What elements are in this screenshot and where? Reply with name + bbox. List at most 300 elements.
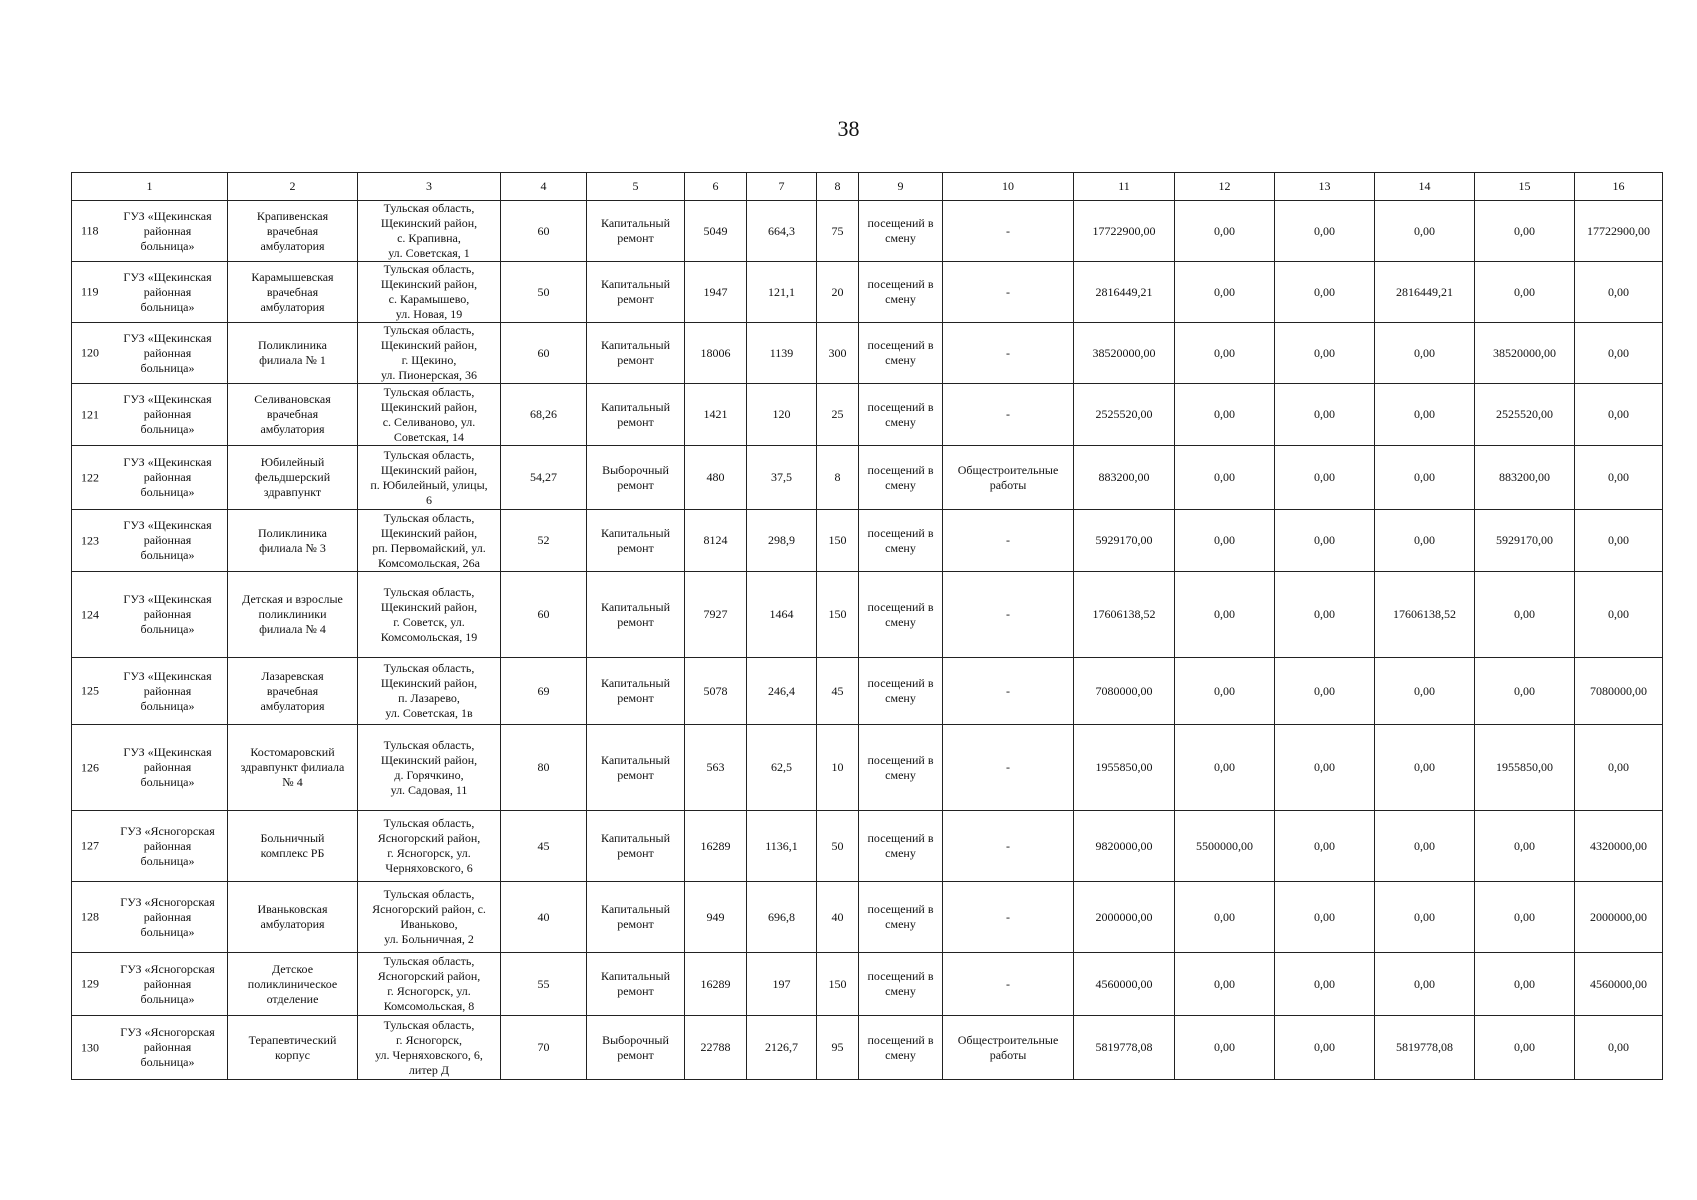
cell-unit-text: посещений в смену xyxy=(867,1032,934,1062)
cell-col4 xyxy=(501,811,587,882)
cell-col13-text: 0,00 xyxy=(1314,1040,1335,1054)
cell-col13 xyxy=(1275,201,1375,262)
cell-col12-text: 0,00 xyxy=(1214,345,1235,360)
cell-col15 xyxy=(1475,262,1575,323)
cell-work-type xyxy=(587,384,685,446)
cell-col16-text: 0,00 xyxy=(1608,1040,1629,1054)
table-row xyxy=(72,323,1663,384)
cell-col8-text: 8 xyxy=(834,470,841,484)
table-row xyxy=(72,446,1663,510)
cell-work-type-text: Капитальный ремонт xyxy=(600,969,671,998)
cell-col10 xyxy=(943,1016,1074,1080)
cell-unit xyxy=(859,201,943,262)
cell-col11-text: 4560000,00 xyxy=(1095,976,1153,991)
cell-col4-text: 40 xyxy=(537,909,550,924)
column-header: 10 xyxy=(943,173,1074,201)
organization-name: ГУЗ «Ясногорская районная больница» xyxy=(120,823,215,868)
cell-number-organization xyxy=(72,201,228,262)
cell-col7 xyxy=(747,446,817,510)
cell-col16 xyxy=(1575,572,1663,658)
cell-col10-text: Общестроительные работы xyxy=(957,462,1059,492)
cell-col7-text: 1136,1 xyxy=(765,838,798,853)
cell-col8-text: 20 xyxy=(831,284,844,299)
row-number: 125 xyxy=(81,683,99,698)
cell-col7-text: 664,3 xyxy=(768,223,795,238)
column-header: 13 xyxy=(1275,173,1375,201)
cell-col14-text: 0,00 xyxy=(1414,223,1435,238)
cell-col10 xyxy=(943,323,1074,384)
cell-col8-text: 150 xyxy=(828,976,847,991)
cell-col4 xyxy=(501,384,587,446)
row-number: 127 xyxy=(81,838,99,853)
cell-col14-text: 0,00 xyxy=(1414,533,1435,547)
cell-col10 xyxy=(943,262,1074,323)
cell-col6-text: 1947 xyxy=(703,284,728,299)
table-row xyxy=(72,510,1663,572)
cell-col4-text: 45 xyxy=(537,838,550,853)
cell-col13-text: 0,00 xyxy=(1314,223,1335,238)
cell-col4-text: 60 xyxy=(537,223,550,238)
table-row xyxy=(72,201,1663,262)
cell-col4 xyxy=(501,725,587,811)
cell-col13 xyxy=(1275,323,1375,384)
cell-object-name-text: Детская и взрослые поликлиники филиала № 4 xyxy=(242,592,343,636)
cell-col11 xyxy=(1074,1016,1175,1080)
cell-col7-text: 197 xyxy=(772,976,791,991)
cell-col14 xyxy=(1375,201,1475,262)
cell-col7-text: 246,4 xyxy=(768,683,795,698)
cell-col12-text: 0,00 xyxy=(1214,284,1235,299)
cell-col4 xyxy=(501,953,587,1016)
cell-col14 xyxy=(1375,262,1475,323)
cell-col6 xyxy=(685,262,747,323)
cell-unit-text: посещений в смену xyxy=(867,399,934,429)
cell-col4-text: 60 xyxy=(537,607,550,621)
cell-col12-text: 0,00 xyxy=(1214,1040,1235,1054)
cell-col7 xyxy=(747,201,817,262)
cell-col11 xyxy=(1074,510,1175,572)
cell-col16 xyxy=(1575,201,1663,262)
cell-col11-text: 5819778,08 xyxy=(1095,1040,1153,1054)
cell-col12 xyxy=(1175,510,1275,572)
cell-col13-text: 0,00 xyxy=(1314,976,1335,991)
cell-col6-text: 22788 xyxy=(700,1040,731,1054)
cell-col12 xyxy=(1175,811,1275,882)
cell-col11-text: 5929170,00 xyxy=(1095,533,1153,547)
row-number: 120 xyxy=(81,345,99,360)
cell-col12 xyxy=(1175,882,1275,953)
cell-address-text: Тульская область, г. Ясногорск, ул. Черняховского, 6, литер Д xyxy=(375,1017,483,1077)
cell-unit-text: посещений в смену xyxy=(867,462,934,492)
cell-object-name-text: Терапевтический корпус xyxy=(248,1032,337,1062)
cell-col7 xyxy=(747,811,817,882)
cell-unit xyxy=(859,510,943,572)
cell-col15-text: 0,00 xyxy=(1514,223,1535,238)
cell-col13-text: 0,00 xyxy=(1314,838,1335,853)
cell-col10 xyxy=(943,446,1074,510)
cell-unit xyxy=(859,384,943,446)
cell-col12 xyxy=(1175,572,1275,658)
cell-address xyxy=(358,658,501,725)
cell-col14-text: 0,00 xyxy=(1414,470,1435,484)
cell-object-name xyxy=(228,725,358,811)
cell-col15-text: 2525520,00 xyxy=(1496,407,1553,421)
cell-col4-text: 80 xyxy=(537,760,550,774)
cell-col16 xyxy=(1575,953,1663,1016)
cell-address-text: Тульская область, Щекинский район, рп. Первомайский, ул. Комсомольская, 26а xyxy=(372,510,486,570)
cell-col8 xyxy=(817,446,859,510)
cell-col8-text: 45 xyxy=(831,683,844,698)
cell-col15 xyxy=(1475,658,1575,725)
cell-col16-text: 4560000,00 xyxy=(1590,976,1647,991)
cell-col16 xyxy=(1575,323,1663,384)
cell-col12 xyxy=(1175,446,1275,510)
cell-col16-text: 0,00 xyxy=(1608,760,1629,774)
row-number: 128 xyxy=(81,909,99,924)
cell-col6-text: 949 xyxy=(706,909,725,924)
cell-col10-text: - xyxy=(1006,909,1010,924)
cell-col13 xyxy=(1275,572,1375,658)
cell-col6 xyxy=(685,572,747,658)
cell-col10 xyxy=(943,811,1074,882)
cell-col16 xyxy=(1575,510,1663,572)
table-row xyxy=(72,572,1663,658)
cell-col16 xyxy=(1575,725,1663,811)
table-row xyxy=(72,953,1663,1016)
cell-address xyxy=(358,882,501,953)
cell-col14-text: 2816449,21 xyxy=(1396,284,1453,299)
cell-col10-text: - xyxy=(1006,838,1010,853)
cell-col15 xyxy=(1475,201,1575,262)
cell-col6-text: 5078 xyxy=(703,683,728,698)
cell-col16 xyxy=(1575,658,1663,725)
cell-col12-text: 0,00 xyxy=(1214,760,1235,774)
row-number: 122 xyxy=(81,470,99,484)
cell-col7-text: 121,1 xyxy=(768,284,795,299)
cell-col16 xyxy=(1575,1016,1663,1080)
cell-col15 xyxy=(1475,510,1575,572)
cell-col8 xyxy=(817,725,859,811)
cell-number-organization xyxy=(72,572,228,658)
cell-col8-text: 150 xyxy=(828,533,847,547)
cell-col4-text: 52 xyxy=(537,533,550,547)
cell-address xyxy=(358,811,501,882)
cell-object-name-text: Юбилейный фельдшерский здравпункт xyxy=(254,455,331,499)
cell-col12 xyxy=(1175,262,1275,323)
cell-col11-text: 9820000,00 xyxy=(1095,838,1153,853)
cell-col14-text: 17606138,52 xyxy=(1393,607,1456,621)
cell-number-organization xyxy=(72,725,228,811)
cell-col6 xyxy=(685,1016,747,1080)
cell-col10-text: - xyxy=(1006,284,1010,299)
cell-col4-text: 68,26 xyxy=(530,407,557,421)
cell-object-name xyxy=(228,811,358,882)
cell-col10-text: - xyxy=(1006,345,1010,360)
cell-unit-text: посещений в смену xyxy=(867,902,934,931)
cell-col4 xyxy=(501,658,587,725)
cell-object-name-text: Костомаровский здравпункт филиала № 4 xyxy=(240,745,345,789)
cell-col13 xyxy=(1275,882,1375,953)
column-header: 1 xyxy=(72,173,228,201)
cell-address xyxy=(358,572,501,658)
cell-col12-text: 0,00 xyxy=(1214,533,1235,547)
cell-col16-text: 2000000,00 xyxy=(1590,909,1647,924)
cell-col6 xyxy=(685,953,747,1016)
cell-col4-text: 54,27 xyxy=(530,470,557,484)
cell-address-text: Тульская область, Щекинский район, с. Селиваново, ул. Советская, 14 xyxy=(380,384,478,444)
cell-col8-text: 25 xyxy=(831,407,844,421)
cell-col12-text: 0,00 xyxy=(1214,976,1235,991)
cell-address-text: Тульская область, Щекинский район, д. Горячкино, ул. Садовая, 11 xyxy=(380,737,478,797)
cell-col11-text: 2525520,00 xyxy=(1095,407,1153,421)
cell-unit xyxy=(859,1016,943,1080)
cell-col15-text: 0,00 xyxy=(1514,838,1535,853)
cell-col6-text: 16289 xyxy=(700,838,731,853)
cell-col14 xyxy=(1375,658,1475,725)
organization-name: ГУЗ «Ясногорская районная больница» xyxy=(120,1025,215,1069)
cell-col10-text: - xyxy=(1006,976,1010,991)
cell-address-text: Тульская область, Щекинский район, п. Юбилейный, улицы, 6 xyxy=(370,447,488,507)
cell-unit-text: посещений в смену xyxy=(867,676,934,705)
column-header: 15 xyxy=(1475,173,1575,201)
cell-object-name xyxy=(228,323,358,384)
row-number: 121 xyxy=(81,407,99,421)
cell-col8-text: 300 xyxy=(828,345,847,360)
cell-col11-text: 7080000,00 xyxy=(1095,683,1153,698)
cell-col10 xyxy=(943,953,1074,1016)
cell-address xyxy=(358,510,501,572)
cell-unit xyxy=(859,725,943,811)
cell-col8 xyxy=(817,882,859,953)
cell-work-type xyxy=(587,323,685,384)
cell-col7 xyxy=(747,953,817,1016)
cell-work-type xyxy=(587,953,685,1016)
table-row xyxy=(72,811,1663,882)
cell-work-type-text: Капитальный ремонт xyxy=(600,399,671,429)
cell-col10 xyxy=(943,384,1074,446)
cell-col7-text: 37,5 xyxy=(771,470,792,484)
cell-col8 xyxy=(817,953,859,1016)
cell-address xyxy=(358,323,501,384)
cell-col4-text: 70 xyxy=(537,1040,550,1054)
table-body xyxy=(72,201,1663,1080)
cell-col10 xyxy=(943,882,1074,953)
cell-col15-text: 0,00 xyxy=(1514,284,1535,299)
cell-col16-text: 17722900,00 xyxy=(1587,223,1650,238)
cell-col12-text: 0,00 xyxy=(1214,407,1235,421)
cell-col14 xyxy=(1375,725,1475,811)
cell-col14-text: 0,00 xyxy=(1414,976,1435,991)
cell-col15 xyxy=(1475,953,1575,1016)
cell-work-type-text: Выборочный ремонт xyxy=(602,462,669,492)
cell-col6-text: 18006 xyxy=(700,345,731,360)
cell-col14 xyxy=(1375,323,1475,384)
cell-col14 xyxy=(1375,446,1475,510)
cell-col7-text: 696,8 xyxy=(768,909,795,924)
cell-col6 xyxy=(685,323,747,384)
cell-col14 xyxy=(1375,572,1475,658)
cell-col6 xyxy=(685,658,747,725)
cell-col4 xyxy=(501,323,587,384)
cell-work-type-text: Капитальный ремонт xyxy=(600,902,671,931)
cell-col6-text: 5049 xyxy=(703,223,728,238)
cell-col15 xyxy=(1475,811,1575,882)
cell-address-text: Тульская область, Щекинский район, г. Советск, ул. Комсомольская, 19 xyxy=(380,584,478,644)
column-header: 5 xyxy=(587,173,685,201)
cell-col12-text: 0,00 xyxy=(1214,470,1235,484)
cell-object-name xyxy=(228,384,358,446)
cell-number-organization xyxy=(72,384,228,446)
cell-col11 xyxy=(1074,323,1175,384)
column-header: 4 xyxy=(501,173,587,201)
cell-col14 xyxy=(1375,510,1475,572)
cell-col11 xyxy=(1074,658,1175,725)
cell-col15 xyxy=(1475,1016,1575,1080)
cell-col11 xyxy=(1074,953,1175,1016)
row-number: 129 xyxy=(81,976,99,991)
cell-object-name xyxy=(228,658,358,725)
cell-col11 xyxy=(1074,882,1175,953)
cell-work-type-text: Капитальный ремонт xyxy=(600,525,671,555)
cell-address xyxy=(358,1016,501,1080)
organization-name: ГУЗ «Ясногорская районная больница» xyxy=(120,961,215,1006)
cell-col10-text: - xyxy=(1006,683,1010,698)
cell-col8 xyxy=(817,572,859,658)
cell-col7-text: 1464 xyxy=(769,607,794,621)
cell-col13-text: 0,00 xyxy=(1314,284,1335,299)
column-header: 2 xyxy=(228,173,358,201)
cell-col6-text: 8124 xyxy=(703,533,728,547)
cell-col15-text: 0,00 xyxy=(1514,683,1535,698)
cell-work-type xyxy=(587,811,685,882)
cell-col6 xyxy=(685,510,747,572)
cell-col6 xyxy=(685,882,747,953)
cell-address xyxy=(358,201,501,262)
cell-work-type xyxy=(587,510,685,572)
organization-name: ГУЗ «Щекинская районная больница» xyxy=(123,745,212,789)
cell-work-type-text: Выборочный ремонт xyxy=(602,1032,669,1062)
cell-object-name-text: Поликлиника филиала № 3 xyxy=(258,525,327,555)
cell-object-name xyxy=(228,953,358,1016)
organization-name: ГУЗ «Щекинская районная больница» xyxy=(123,208,212,253)
cell-col4 xyxy=(501,201,587,262)
cell-unit-text: посещений в смену xyxy=(867,525,934,555)
cell-col15 xyxy=(1475,882,1575,953)
cell-col8-text: 10 xyxy=(831,760,844,774)
cell-col6-text: 16289 xyxy=(700,976,731,991)
cell-work-type xyxy=(587,572,685,658)
cell-col7-text: 2126,7 xyxy=(765,1040,798,1054)
table-row xyxy=(72,262,1663,323)
cell-work-type xyxy=(587,262,685,323)
cell-address-text: Тульская область, Ясногорский район, г. Ясногорск, ул. Черняховского, 6 xyxy=(377,816,481,875)
column-header: 14 xyxy=(1375,173,1475,201)
cell-object-name-text: Больничный комплекс РБ xyxy=(260,831,325,860)
cell-col11 xyxy=(1074,384,1175,446)
cell-address-text: Тульская область, Щекинский район, п. Лазарево, ул. Советская, 1в xyxy=(380,661,478,720)
cell-col10-text: - xyxy=(1006,223,1010,238)
cell-col16-text: 0,00 xyxy=(1608,345,1629,360)
cell-col6 xyxy=(685,811,747,882)
cell-col15-text: 883200,00 xyxy=(1499,470,1550,484)
cell-col11 xyxy=(1074,262,1175,323)
table-row xyxy=(72,384,1663,446)
cell-number-organization xyxy=(72,953,228,1016)
cell-col14 xyxy=(1375,953,1475,1016)
cell-col15 xyxy=(1475,725,1575,811)
cell-col10 xyxy=(943,725,1074,811)
cell-col15 xyxy=(1475,323,1575,384)
cell-col12 xyxy=(1175,725,1275,811)
organization-name: ГУЗ «Щекинская районная больница» xyxy=(123,392,212,436)
cell-col13 xyxy=(1275,953,1375,1016)
cell-col11 xyxy=(1074,725,1175,811)
cell-col6 xyxy=(685,725,747,811)
cell-unit xyxy=(859,953,943,1016)
cell-col11 xyxy=(1074,572,1175,658)
cell-unit xyxy=(859,446,943,510)
cell-col12 xyxy=(1175,1016,1275,1080)
cell-col11-text: 1955850,00 xyxy=(1095,760,1153,774)
cell-col6 xyxy=(685,384,747,446)
cell-col4-text: 60 xyxy=(537,345,550,360)
cell-col7-text: 298,9 xyxy=(768,533,795,547)
cell-col12 xyxy=(1175,953,1275,1016)
cell-col13 xyxy=(1275,262,1375,323)
cell-col11-text: 17606138,52 xyxy=(1092,607,1156,621)
organization-name: ГУЗ «Щекинская районная больница» xyxy=(123,592,212,636)
cell-unit-text: посещений в смену xyxy=(867,216,934,245)
row-number: 118 xyxy=(81,223,99,238)
cell-work-type-text: Капитальный ремонт xyxy=(600,676,671,705)
cell-work-type-text: Капитальный ремонт xyxy=(600,599,671,629)
cell-col14-text: 0,00 xyxy=(1414,683,1435,698)
cell-col16 xyxy=(1575,262,1663,323)
row-number: 119 xyxy=(81,284,99,299)
cell-work-type xyxy=(587,446,685,510)
column-header: 9 xyxy=(859,173,943,201)
cell-unit xyxy=(859,882,943,953)
row-number: 124 xyxy=(81,607,99,621)
cell-col10 xyxy=(943,510,1074,572)
cell-col8 xyxy=(817,1016,859,1080)
cell-col6 xyxy=(685,201,747,262)
cell-unit xyxy=(859,658,943,725)
cell-col16-text: 7080000,00 xyxy=(1590,683,1647,698)
cell-col11 xyxy=(1074,811,1175,882)
cell-col4 xyxy=(501,446,587,510)
cell-col12-text: 5500000,00 xyxy=(1196,838,1253,853)
cell-unit-text: посещений в смену xyxy=(867,969,934,998)
cell-col15-text: 0,00 xyxy=(1514,976,1535,991)
cell-address xyxy=(358,384,501,446)
cell-col13-text: 0,00 xyxy=(1314,470,1335,484)
column-number-row xyxy=(72,173,1663,201)
cell-col7 xyxy=(747,384,817,446)
cell-col16-text: 0,00 xyxy=(1608,607,1629,621)
table-row xyxy=(72,1016,1663,1080)
organization-name: ГУЗ «Ясногорская районная больница» xyxy=(120,894,215,939)
cell-col8 xyxy=(817,658,859,725)
cell-number-organization xyxy=(72,882,228,953)
cell-object-name xyxy=(228,201,358,262)
cell-address-text: Тульская область, Ясногорский район, с. Иваньково, ул. Больничная, 2 xyxy=(372,887,486,946)
cell-col12 xyxy=(1175,201,1275,262)
cell-object-name-text: Крапивенская врачебная амбулатория xyxy=(256,208,329,253)
cell-object-name xyxy=(228,882,358,953)
cell-col4 xyxy=(501,572,587,658)
cell-address xyxy=(358,953,501,1016)
